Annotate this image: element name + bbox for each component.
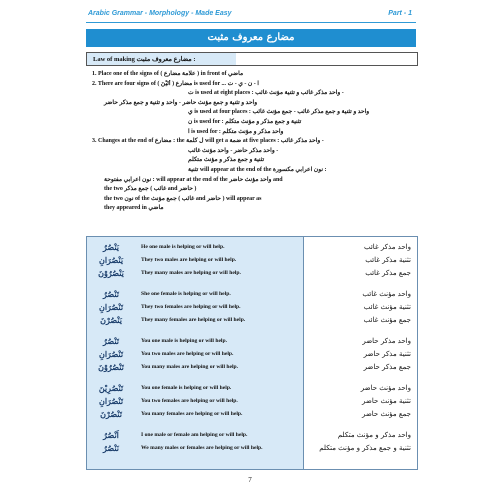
verb-form: نَنْصُرُ: [103, 443, 119, 453]
form-name: تثنية و جمع مذكر و مؤنث متكلم: [319, 444, 411, 452]
english-meaning: You two females are helping or will help.: [141, 398, 238, 404]
form-name: تثنية مؤنث حاضر: [362, 397, 411, 405]
verb-form: تَنْصُرَانِ: [98, 302, 124, 312]
verb-form: يَنْصُرَانِ: [98, 255, 124, 265]
form-name: تثنية مؤنث غائب: [363, 303, 411, 311]
verb-form: يَنْصُرُوْنَ: [98, 268, 124, 278]
verb-form: تَنْصُرَانِ: [98, 349, 124, 359]
form-name: واحد مذكر حاضر: [362, 337, 411, 345]
table-row: [87, 241, 417, 253]
rule-line: تثنية will appear at the end of the نون اعرابي مكسورة :: [188, 166, 327, 173]
table-row: [87, 395, 417, 407]
rule-line: تثنية و جمع مذكر و مؤنث متكلم: [188, 157, 265, 164]
verb-form: تَنْصُرِيْنَ: [98, 383, 124, 393]
law-heading: Law of making مضارع معروف مثبت :: [86, 52, 418, 66]
rule-line: the two نون of the جمع مؤنث ( غائب and حاضر ) will appear as: [104, 195, 262, 202]
verb-form: تَنْصُرْنَ: [100, 409, 122, 419]
table-row: [87, 382, 417, 394]
rule-line: واحد مذكر حاضر - واحد مؤنث غائب -: [188, 147, 279, 154]
verb-form: تَنْصُرُ: [103, 289, 119, 299]
rules-text: [92, 70, 414, 214]
english-meaning: I one male or female am helping or will help.: [141, 432, 248, 438]
rule-line: نون اعرابي مفتوحة : will appear at the end of the واحد مؤنث حاضر and: [104, 176, 283, 183]
verb-form: تَنْصُرُ: [103, 336, 119, 346]
table-row: [87, 335, 417, 347]
rule-line: 1. Place one of the signs of ( علامة مضارع ) in front of ماضي: [92, 71, 244, 77]
rule-line: ا is used for : واحد مذكر و مؤنث متكلم: [188, 128, 284, 135]
table-row: [87, 361, 417, 373]
rule-line: واحد و تثنية و جمع مؤنث حاضر - واحد و تثنية و جمع مذكر حاضر: [104, 99, 258, 106]
english-meaning: He one male is helping or will help.: [141, 244, 225, 250]
table-row: [87, 267, 417, 279]
page-title: مضارع معروف مثبت: [86, 29, 416, 47]
verb-form: تَنْصُرُوْنَ: [98, 362, 124, 372]
rule-line: 2. There are four signs of مضارع ( أَتَيْنَ ) is used for ... ا - ن - ي - ت: [92, 80, 259, 87]
table-row: [87, 442, 417, 454]
english-meaning: They two females are helping or will help.: [141, 304, 241, 310]
table-row: [87, 408, 417, 420]
english-meaning: They many females are helping or will help.: [141, 317, 246, 323]
table-row: [87, 348, 417, 360]
rule-line: the two جمع مذكر ( غائب and حاضر ): [104, 186, 197, 193]
table-row: [87, 429, 417, 441]
table-row: [87, 314, 417, 326]
verb-form: يَنْصُرُ: [103, 242, 119, 252]
english-meaning: They many males are helping or will help.: [141, 270, 241, 276]
rule-line: ت is used at eight places : واحد مذكر غائب و تثنية مؤنث غائب -: [188, 90, 344, 97]
rule-line: ن is used for : تثنية و جمع مذكر و مؤنث متكلم: [188, 118, 302, 125]
form-name: واحد مذكر غائب: [363, 243, 411, 251]
english-meaning: They two males are helping or will help.: [141, 257, 237, 263]
english-meaning: You one male is helping or will help.: [141, 338, 227, 344]
form-name: واحد مذكر و مؤنث متكلم: [337, 431, 411, 439]
header-rule: [86, 22, 416, 23]
english-meaning: She one female is helping or will help.: [141, 291, 231, 297]
form-name: تثنية مذكر حاضر: [363, 350, 411, 358]
header-book-title: Arabic Grammar - Morphology - Made Easy: [88, 10, 232, 17]
table-row: [87, 301, 417, 313]
table-row: [87, 254, 417, 266]
conjugation-table: [86, 236, 418, 470]
form-name: واحد مؤنث غائب: [362, 290, 411, 298]
english-meaning: You many males are helping or will help.: [141, 364, 239, 370]
header-part: Part - 1: [388, 10, 412, 17]
form-name: تثنية مذكر غائب: [365, 256, 411, 264]
english-meaning: You many females are helping or will help.: [141, 411, 243, 417]
verb-form: تَنْصُرَانِ: [98, 396, 124, 406]
form-name: جمع مؤنث غائب: [363, 316, 411, 324]
english-meaning: We many males or females are helping or will help.: [141, 445, 263, 451]
rule-line: 3. Changes at the end of مضارع : the ل كلمة will get a ضمة at five places : واحد مذكر غائب -: [92, 138, 324, 145]
form-name: جمع مذكر غائب: [365, 269, 411, 277]
verb-form: يَنْصُرْنَ: [100, 315, 122, 325]
form-name: جمع مؤنث حاضر: [361, 410, 411, 418]
verb-form: اَنْصُرُ: [103, 430, 119, 440]
form-name: واحد مؤنث حاضر: [360, 384, 411, 392]
rule-line: ي is used at four places : واحد و تثنية و جمع مذكر غائب - جمع مؤنث غائب: [188, 109, 370, 116]
form-name: جمع مذكر حاضر: [363, 363, 411, 371]
page-number: 7: [248, 476, 252, 484]
english-meaning: You two males are helping or will help.: [141, 351, 234, 357]
english-meaning: You one female is helping or will help.: [141, 385, 232, 391]
table-row: [87, 288, 417, 300]
rule-line: they appeared in ماضي: [104, 205, 164, 212]
